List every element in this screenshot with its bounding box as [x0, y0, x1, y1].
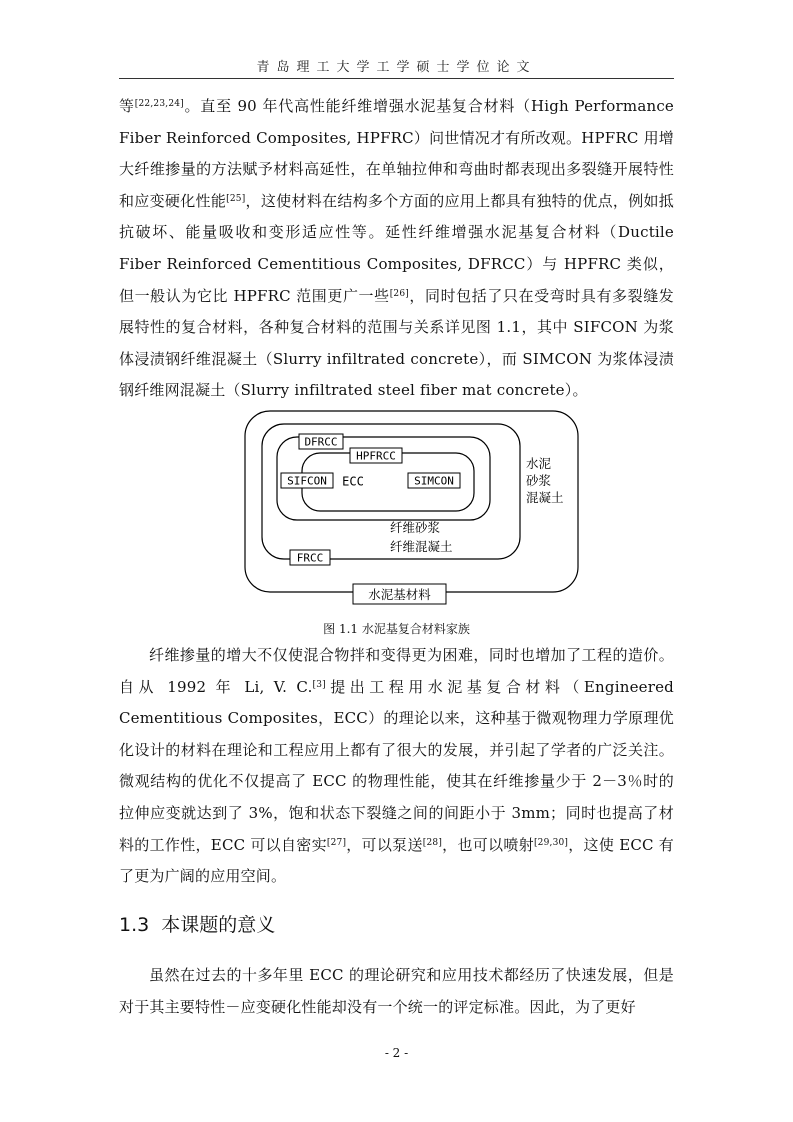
- header-rule: [119, 78, 674, 79]
- section-title: 本课题的意义: [161, 914, 276, 936]
- cement-label-line-2: 砂浆: [526, 473, 552, 488]
- frcc-label: FRCC: [296, 551, 324, 565]
- ecc-label: ECC: [342, 474, 364, 489]
- para2-text-1: 纤维掺量的增大不仅使混合物拌和变得更为困难，同时也增加了工程的造价。自从 1992 年 Li, V. C.: [119, 646, 674, 696]
- para2-text-5: ，这使 ECC 有了更为广阔的应用空间。: [119, 835, 674, 886]
- figure-caption: 图 1.1 水泥基复合材料家族: [323, 622, 470, 636]
- section-heading: [119, 910, 275, 937]
- citation-22-24: [22,23,24]: [134, 99, 184, 109]
- paragraph-3: 虽然在过去的十多年里 ECC 的理论研究和应用技术都经历了快速发展，但是对于其主要特性－应变硬化性能却没有一个统一的评定标准。因此，为了更好: [119, 966, 674, 1016]
- base-material-label: 水泥基材料: [368, 587, 431, 602]
- hpfrcc-label: HPFRCC: [356, 449, 396, 463]
- citation-29-30: [29,30]: [533, 837, 569, 848]
- fiber-label-line-1: 纤维砂浆: [390, 520, 441, 535]
- para2-text-3: ，可以泵送: [346, 835, 423, 854]
- figure-cement-composites-diagram: [244, 410, 580, 614]
- para2-text-4: ，也可以喷射: [442, 835, 534, 854]
- running-header: 青岛理工大学工学硕士学位论文: [256, 60, 537, 75]
- paragraph-2: [119, 640, 674, 893]
- para1-text-3: ，这使材料在结构多个方面的应用上都具有独特的优点，例如抵抗破坏、能量吸收和变形适应性等。延性纤维增强水泥基复合材料（Ductile Fiber Reinforced Cementitious Composites, DFRCC）与 HPFRC 类似，但一般认为它比 HPFRC 范围更广一些: [119, 191, 675, 305]
- cement-label-line-1: 水泥: [526, 456, 552, 471]
- fiber-label-line-2: 纤维混凝土: [390, 539, 453, 554]
- para1-text-4: ，同时包括了只在受弯时具有多裂缝发展特性的复合材料，各种复合材料的范围与关系详见图 1.1，其中 SIFCON 为浆体浸渍钢纤维混凝土（Slurry infiltrated concrete），而 SIMCON 为浆体浸渍钢纤维网混凝土（Slurry infiltrated steel fiber mat concrete）。: [119, 286, 675, 400]
- paragraph-1: [119, 91, 674, 407]
- sifcon-label: SIFCON: [287, 474, 327, 488]
- citation-26: [26]: [389, 288, 409, 299]
- para1-text-1: 等: [119, 97, 135, 115]
- citation-28: [28]: [422, 837, 443, 848]
- dfrcc-label: DFRCC: [304, 435, 338, 449]
- citation-25: [25]: [226, 193, 246, 204]
- simcon-label: SIMCON: [414, 474, 454, 488]
- citation-3: [3]: [312, 679, 326, 690]
- cement-label-line-3: 混凝土: [526, 490, 564, 505]
- section-number: 1.3: [119, 914, 150, 936]
- page-number: - 2 -: [384, 1046, 409, 1060]
- para1-text-2: 。直至 90 年代高性能纤维增强水泥基复合材料（High Performance Fiber Reinforced Composites, HPFRC）问世情况才有所改观。HPFRC 用增大纤维掺量的方法赋予材料高延性，在单轴拉伸和弯曲时都表现出多裂缝开展特性和应变硬化性能: [119, 97, 674, 210]
- para2-text-2: 提出工程用水泥基复合材料（Engineered Cementitious Composites，ECC）的理论以来，这种基于微观物理力学原理优化设计的材料在理论和工程应用上都有了很大的发展，并引起了学者的广泛关注。微观结构的优化不仅提高了 ECC 的物理性能，使其在纤维掺量少于 2－3％时的拉伸应变就达到了 3%，饱和状态下裂缝之间的间距小于 3mm；同时也提高了材料的工作性，ECC 可以自密实: [119, 677, 674, 854]
- citation-27: [27]: [326, 837, 347, 848]
